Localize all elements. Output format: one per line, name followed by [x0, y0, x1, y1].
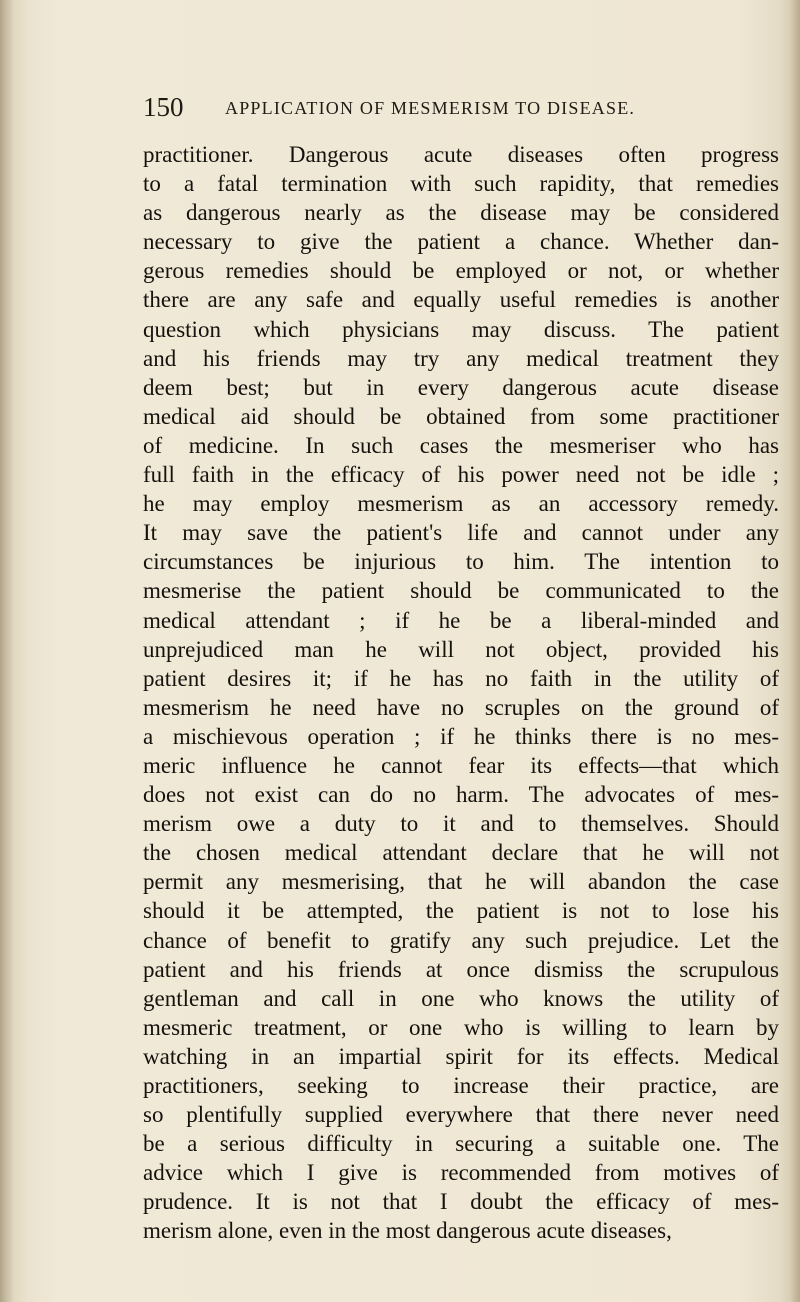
text-line: chance of benefit to gratify any such prejudice. Let the: [143, 927, 779, 953]
text-line: unprejudiced man he will not object, provided his: [143, 636, 779, 662]
page-header: [143, 92, 743, 126]
text-line: a mischievous operation ; if he thinks there is no mes-: [143, 723, 779, 749]
text-line: mesmerism he need have no scruples on the ground of: [143, 694, 779, 720]
text-line: medical attendant ; if he be a liberal-minded and: [143, 607, 779, 633]
text-line: deem best; but in every dangerous acute disease: [143, 374, 779, 400]
text-line: full faith in the efficacy of his power need not be idle ;: [143, 462, 779, 488]
text-line: advice which I give is recommended from motives of: [143, 1160, 779, 1186]
text-line: patient desires it; if he has no faith in the utility of: [143, 665, 779, 691]
text-line: be a serious difficulty in securing a suitable one. The: [143, 1131, 779, 1157]
text-line: practitioners, seeking to increase their practice, are: [143, 1073, 779, 1098]
page-number: 150: [143, 92, 184, 122]
text-line: merism alone, even in the most dangerous acute diseases,: [143, 1218, 672, 1244]
text-line: to a fatal termination with such rapidity, that remedies: [143, 171, 779, 197]
text-line: there are any safe and equally useful remedies is another: [143, 287, 779, 313]
text-line: It may save the patient's life and cannot under any: [143, 520, 779, 546]
text-line: circumstances be injurious to him. The intention to: [143, 549, 779, 575]
text-line: as dangerous nearly as the disease may be considered: [143, 200, 779, 226]
running-head: APPLICATION OF MESMERISM TO DISEASE.: [225, 98, 636, 118]
page-edge-shadow: [790, 0, 800, 1302]
text-line: question which physicians may discuss. The patient: [143, 316, 779, 342]
text-line: does not exist can do no harm. The advocates of mes-: [143, 782, 779, 808]
text-line: and his friends may try any medical treatment they: [143, 345, 779, 371]
text-line: merism owe a duty to it and to themselves. Should: [143, 811, 779, 837]
text-line: of medicine. In such cases the mesmeriser who has: [143, 432, 779, 458]
text-line: necessary to give the patient a chance. Whether dan-: [143, 229, 779, 255]
text-line: mesmerise the patient should be communicated to the: [143, 578, 779, 604]
text-line: practitioner. Dangerous acute diseases often progress: [143, 142, 779, 167]
binding-shadow: [0, 0, 14, 1302]
text-line: so plentifully supplied everywhere that there never need: [143, 1102, 779, 1128]
text-line: patient and his friends at once dismiss the scrupulous: [143, 956, 779, 982]
text-line: watching in an impartial spirit for its effects. Medical: [143, 1043, 779, 1069]
text-line: prudence. It is not that I doubt the efficacy of mes-: [143, 1189, 779, 1215]
text-line: he may employ mesmerism as an accessory remedy.: [143, 491, 779, 517]
text-line: mesmeric treatment, or one who is willing to learn by: [143, 1014, 779, 1040]
text-line: should it be attempted, the patient is not to lose his: [143, 898, 779, 924]
text-line: medical aid should be obtained from some practitioner: [143, 403, 779, 429]
body-text: [143, 140, 779, 1300]
text-line: gerous remedies should be employed or not, or whether: [143, 258, 779, 284]
text-line: meric influence he cannot fear its effects—that which: [143, 752, 779, 778]
text-line: permit any mesmerising, that he will abandon the case: [143, 869, 779, 895]
text-line: the chosen medical attendant declare that he will not: [143, 840, 779, 866]
text-line: gentleman and call in one who knows the utility of: [143, 985, 779, 1011]
